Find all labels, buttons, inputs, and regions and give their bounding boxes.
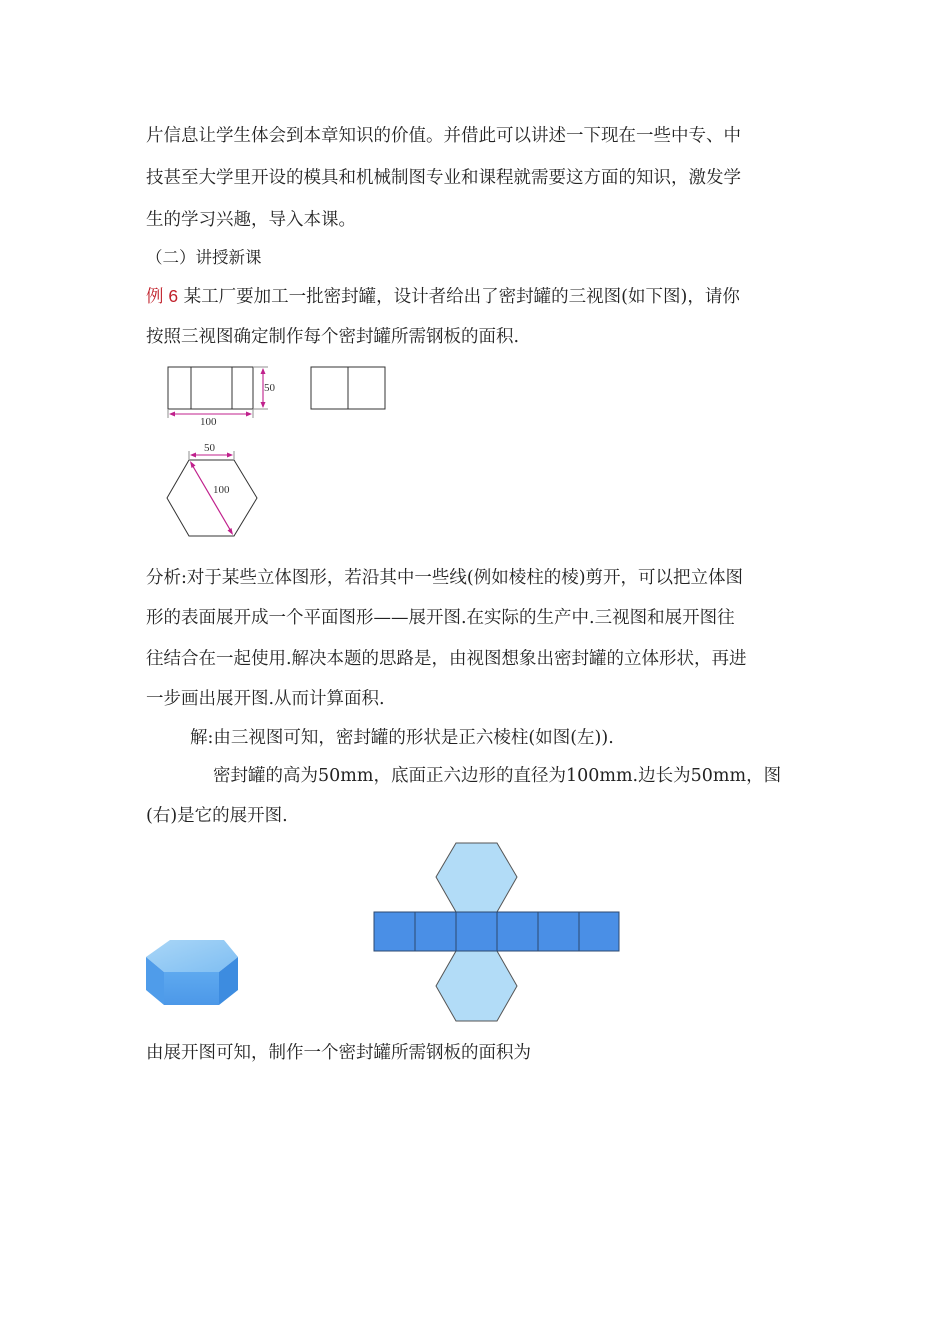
net-bottom-hexagon [436,951,517,1021]
example-label: 例 6 [146,286,179,306]
text-line: 往结合在一起使用.解决本题的思路是，由视图想象出密封罐的立体形状，再进 [146,649,747,669]
text-line: 由展开图可知，制作一个密封罐所需钢板的面积为 [146,1043,531,1063]
example-text: 某工厂要加工一批密封罐，设计者给出了密封罐的三视图(如下图)，请你 [178,287,740,307]
net-face [497,912,538,951]
text-line: 形的表面展开成一个平面图形——展开图.在实际的生产中.三视图和展开图往 [146,608,735,628]
hexagonal-prism [146,940,238,1005]
net-face [538,912,579,951]
width-label: 100 [200,416,217,428]
net-face [456,912,497,951]
diameter-label: 100 [213,484,230,496]
section-heading: （二）讲授新课 [146,248,262,267]
net-top-hexagon [436,843,517,912]
text-line: (右)是它的展开图. [146,806,288,826]
text-line: 密封罐的高为50mm，底面正六边形的直径为100mm.边长为50mm，图 [213,766,782,786]
net-face [579,912,619,951]
text-line: 按照三视图确定制作每个密封罐所需钢板的面积. [146,327,520,347]
prism-net [374,843,619,1021]
text-line: 片信息让学生体会到本章知识的价值。并借此可以讲述一下现在一些中专、中 [146,126,741,146]
side-label: 50 [204,442,215,454]
text-line: 生的学习兴趣，导入本课。 [146,210,356,230]
height-label: 50 [264,382,275,394]
text-line: 一步画出展开图.从而计算面积. [146,689,385,709]
net-face [415,912,456,951]
text-line: 技甚至大学里开设的模具和机械制图专业和课程就需要这方面的知识，激发学 [146,168,741,188]
text-line: 解:由三视图可知，密封罐的形状是正六棱柱(如图(左)). [190,728,614,748]
text-line: 分析:对于某些立体图形，若沿其中一些线(例如棱柱的棱)剪开，可以把立体图 [146,568,744,588]
net-face [374,912,415,951]
